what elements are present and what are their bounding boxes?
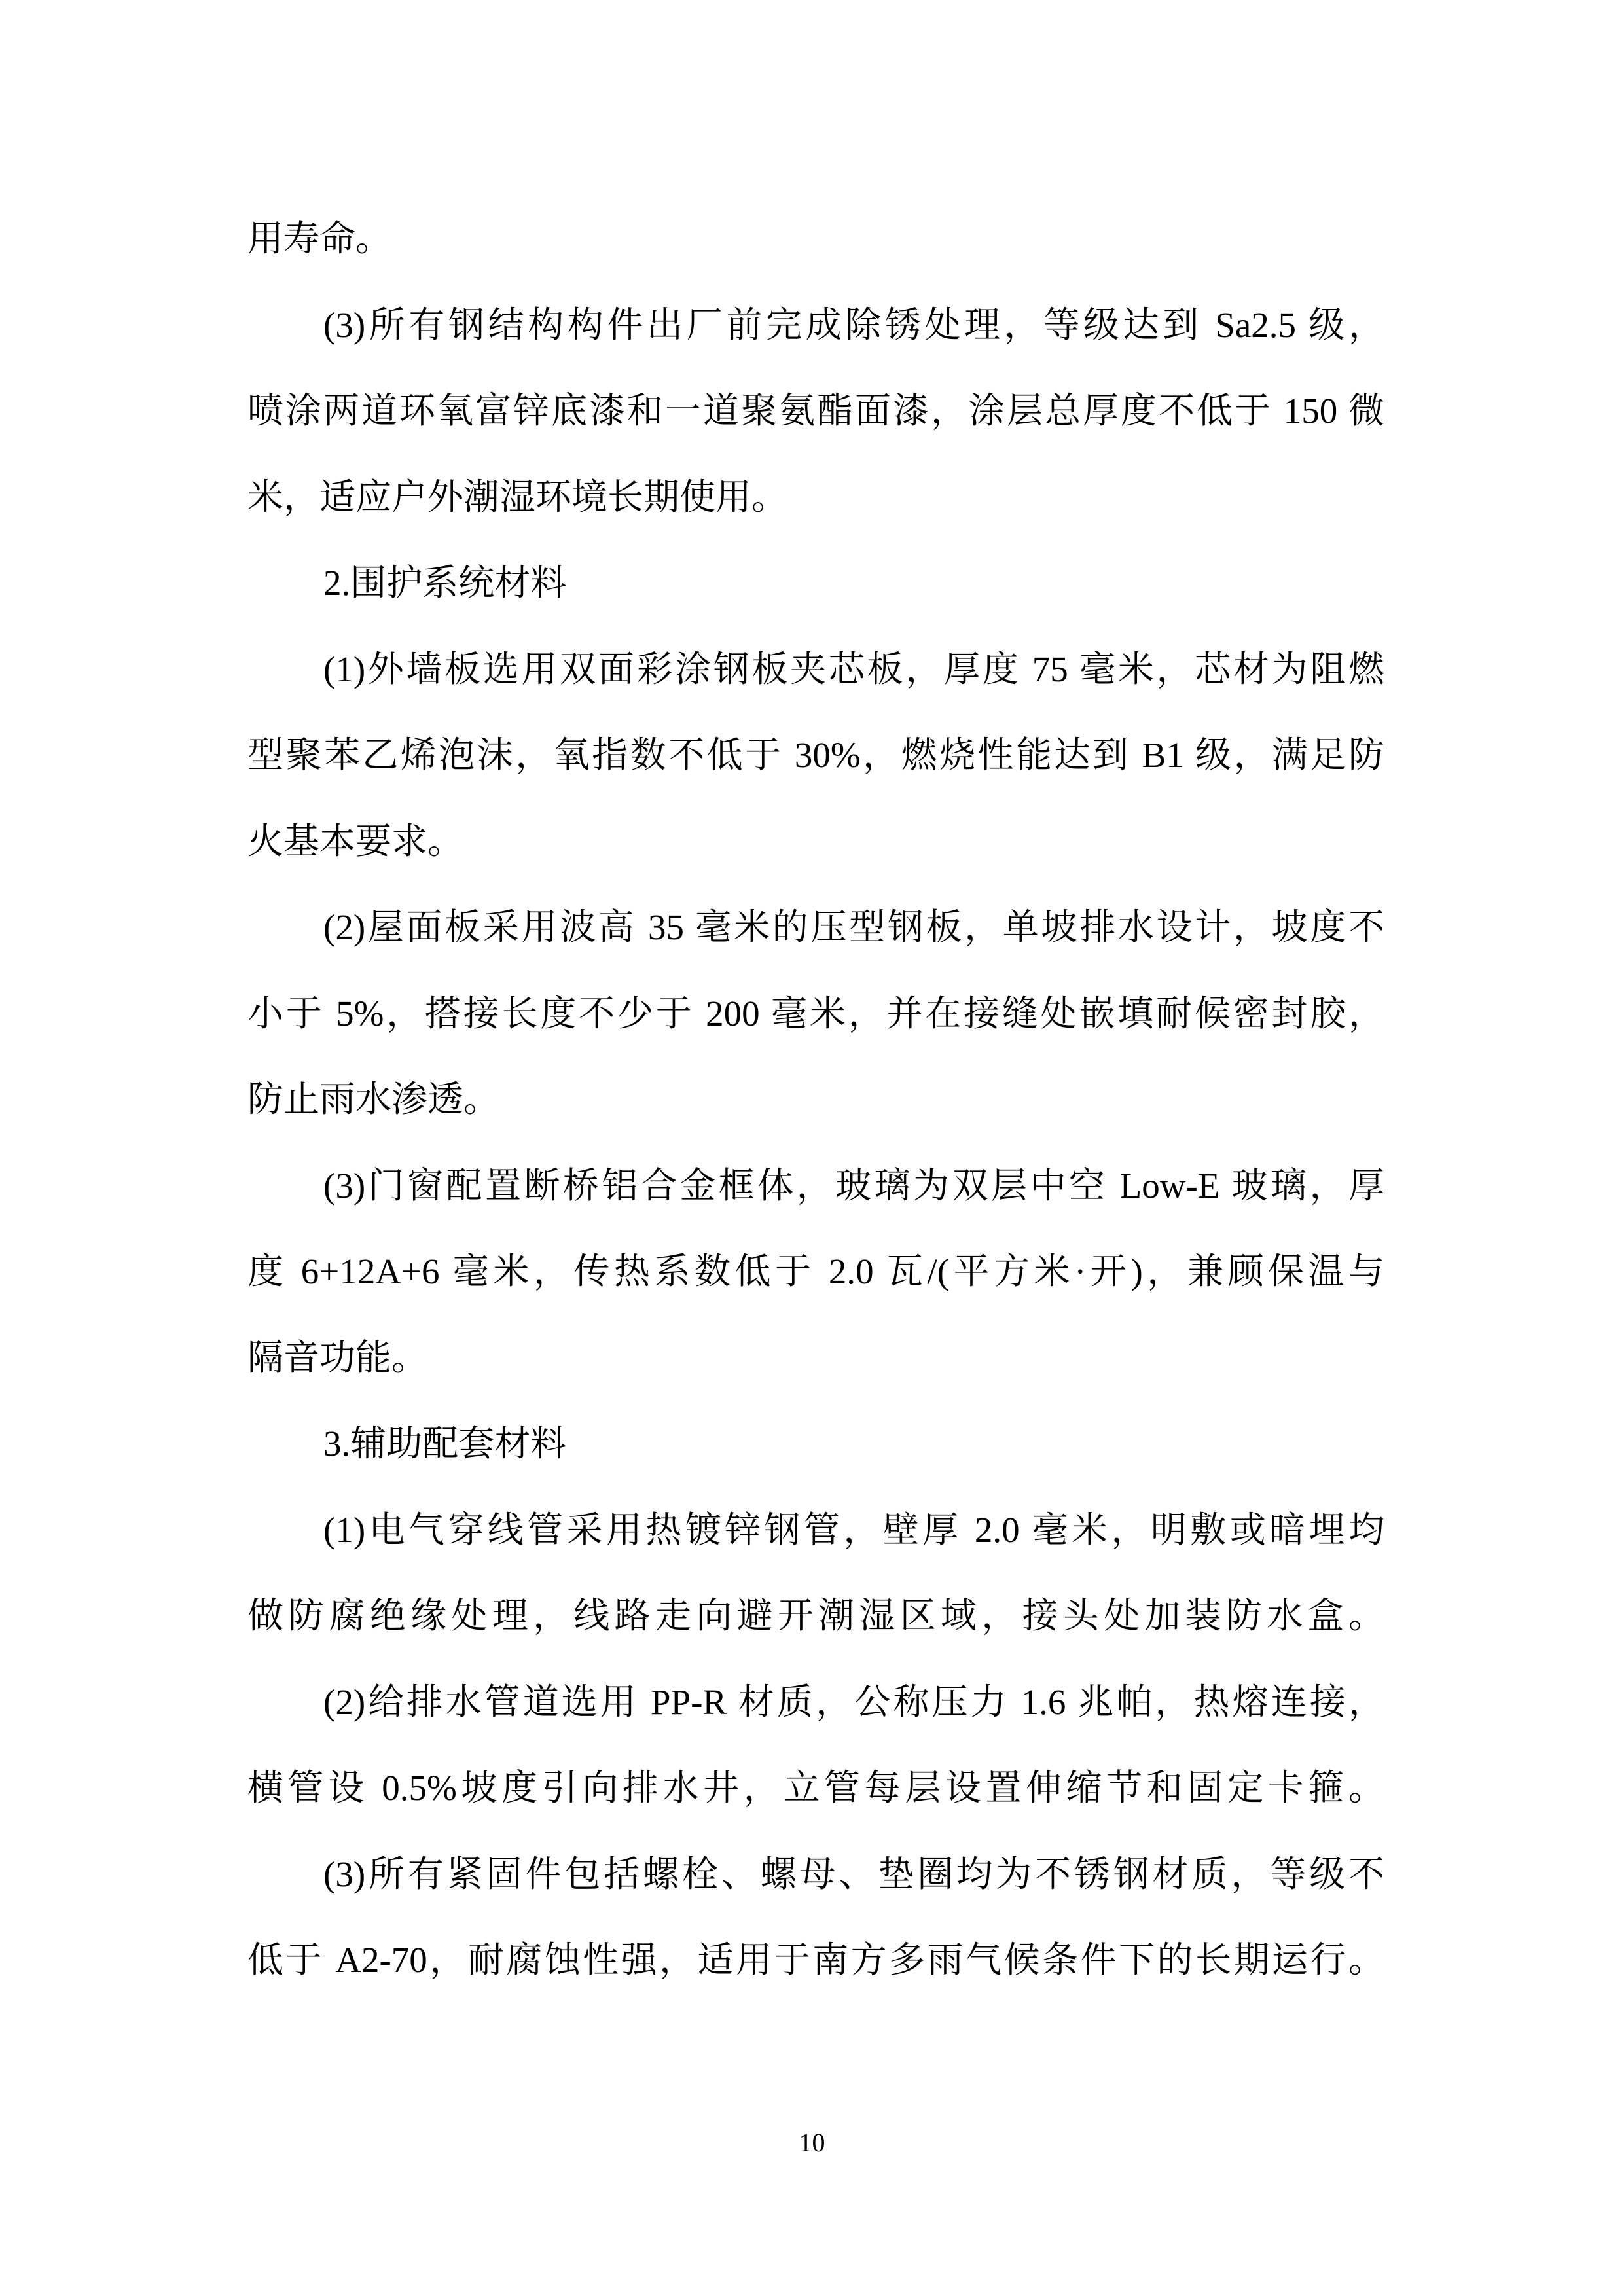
paragraph-conduit bbox=[247, 1487, 1384, 1659]
paragraph-fasteners bbox=[247, 1831, 1384, 2003]
text-line: 火基本要求。 bbox=[247, 821, 464, 861]
text-line: 小于 5%，搭接长度不少于 200 毫米，并在接缝处嵌填耐候密封胶， bbox=[247, 993, 1384, 1033]
paragraph-wall-panel bbox=[247, 626, 1384, 885]
text-line: 米，适应户外潮湿环境长期使用。 bbox=[247, 476, 788, 517]
heading-text: 3.辅助配套材料 bbox=[323, 1424, 567, 1463]
text-line: (3)所有紧固件包括螺栓、螺母、垫圈均为不锈钢材质，等级不 bbox=[323, 1854, 1384, 1894]
section-heading-enclosure bbox=[247, 540, 1384, 626]
text-line: (3)门窗配置断桥铝合金框体，玻璃为双层中空 Low-E 玻璃，厚 bbox=[323, 1165, 1384, 1206]
text-line: 型聚苯乙烯泡沫，氧指数不低于 30%，燃烧性能达到 B1 级，满足防 bbox=[247, 735, 1384, 775]
text-line: 横管设 0.5%坡度引向排水井，立管每层设置伸缩节和固定卡箍。 bbox=[247, 1768, 1384, 1808]
text-line: 做防腐绝缘处理，线路走向避开潮湿区域，接头处加装防水盒。 bbox=[247, 1596, 1384, 1636]
paragraph-windows-doors bbox=[247, 1143, 1384, 1401]
text-line: (3)所有钢结构构件出厂前完成除锈处理，等级达到 Sa2.5 级， bbox=[323, 304, 1384, 345]
paragraph-piping bbox=[247, 1659, 1384, 1831]
text-line: (1)电气穿线管采用热镀锌钢管，壁厚 2.0 毫米，明敷或暗埋均 bbox=[323, 1509, 1384, 1550]
text-line: 度 6+12A+6 毫米，传热系数低于 2.0 瓦/(平方米·开)，兼顾保温与 bbox=[247, 1251, 1384, 1291]
text-line: 用寿命。 bbox=[247, 219, 392, 259]
text-line: (2)给排水管道选用 PP-R 材质，公称压力 1.6 兆帕，热熔连接， bbox=[323, 1681, 1384, 1722]
text-line: 喷涂两道环氧富锌底漆和一道聚氨酯面漆，涂层总厚度不低于 150 微 bbox=[247, 391, 1384, 431]
text-line: (2)屋面板采用波高 35 毫米的压型钢板，单坡排水设计，坡度不 bbox=[323, 907, 1384, 947]
paragraph-steel-rust-treatment bbox=[247, 282, 1384, 541]
text-line: 防止雨水渗透。 bbox=[247, 1079, 500, 1119]
document-body bbox=[247, 196, 1384, 2003]
text-line: 低于 A2-70，耐腐蚀性强，适用于南方多雨气候条件下的长期运行。 bbox=[247, 1940, 1384, 1980]
text-line: (1)外墙板选用双面彩涂钢板夹芯板，厚度 75 毫米，芯材为阻燃 bbox=[323, 649, 1384, 689]
paragraph-continuation bbox=[247, 196, 1384, 282]
heading-text: 2.围护系统材料 bbox=[323, 563, 567, 603]
paragraph-roof-panel bbox=[247, 884, 1384, 1143]
section-heading-auxiliary bbox=[247, 1401, 1384, 1487]
page-number: 10 bbox=[799, 2128, 825, 2157]
text-line: 隔音功能。 bbox=[247, 1337, 428, 1378]
